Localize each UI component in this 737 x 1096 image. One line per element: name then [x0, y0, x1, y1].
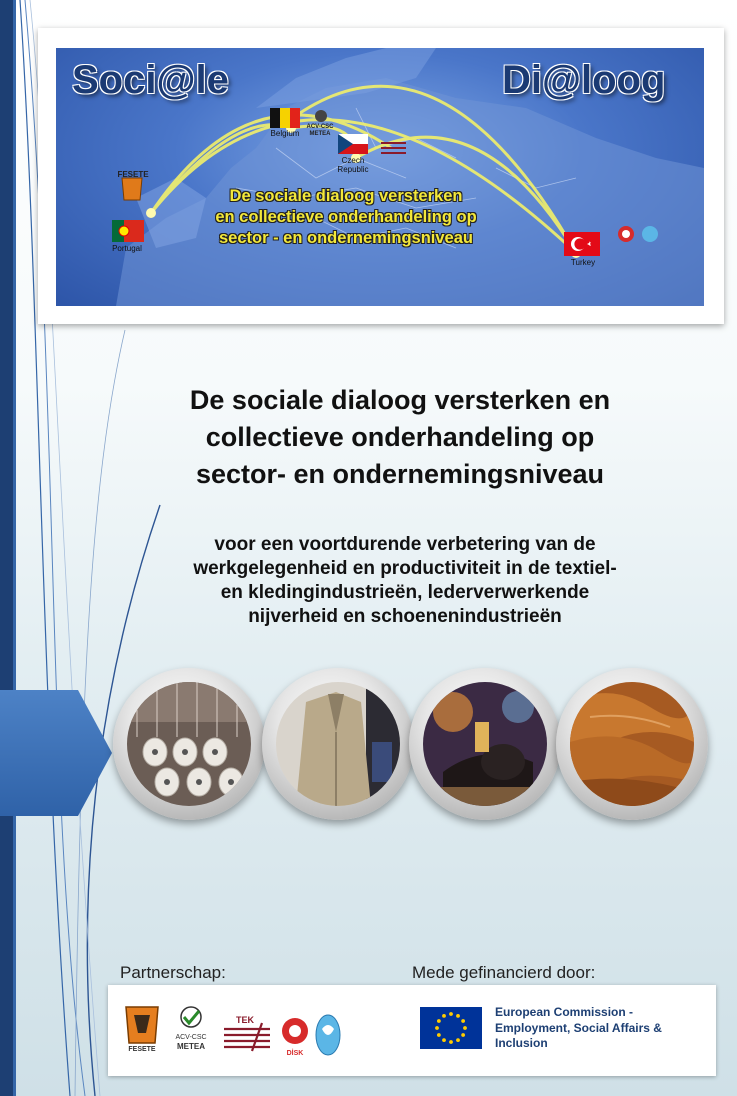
- eu-star-icon: [437, 1033, 441, 1037]
- subtitle-line-3: en kledingindustrieën, lederverwerkende: [220, 582, 590, 603]
- banner-slogan-line-1: De sociale dialoog versterken: [229, 187, 463, 205]
- eu-commission-text: [495, 1005, 695, 1052]
- brand-title-left: Soci@le: [72, 58, 229, 102]
- eu-flag-icon: [420, 1007, 482, 1049]
- header-banner-frame: [38, 28, 724, 324]
- eu-star-icon: [435, 1026, 439, 1030]
- eu-text-line-3: Inclusion: [495, 1036, 548, 1050]
- arrow-tab-shape: [0, 690, 112, 816]
- subtitle-line-2: werkgelegenheid en productiviteit in de textiel-: [193, 558, 617, 579]
- eu-star-icon: [437, 1019, 441, 1023]
- subtitle: [150, 533, 660, 629]
- metea-logo-caption-top: ACV-CSC: [175, 1034, 207, 1041]
- eu-star-icon: [442, 1014, 446, 1018]
- eu-star-icon: [463, 1026, 467, 1030]
- fesete-logo-caption: FESETE: [128, 1046, 156, 1053]
- country-label-portugal: Portugal: [112, 244, 142, 253]
- metea-logo-caption-bottom: METEA: [177, 1042, 205, 1051]
- metea-logo-icon: [174, 1005, 208, 1053]
- main-title-line-2: collectieve onderhandeling op: [205, 422, 595, 452]
- partner-logo-box: [108, 985, 716, 1076]
- country-label-turkey: Turkey: [570, 258, 596, 267]
- fesete-logo-icon: [122, 1003, 162, 1053]
- eu-star-icon: [456, 1014, 460, 1018]
- banner-metea-caption: ACV-CSC METEA: [306, 124, 334, 137]
- main-title-line-3: sector- en ondernemingsniveau: [195, 459, 605, 489]
- union-logo-icon: [314, 1011, 342, 1059]
- country-label-czech: Czech Republic: [337, 156, 369, 174]
- eu-star-icon: [449, 1040, 453, 1044]
- eu-star-icon: [461, 1019, 465, 1023]
- eu-star-icon: [449, 1012, 453, 1016]
- subtitle-line-4: nijverheid en schoenenindustrieën: [248, 606, 562, 627]
- left-decorative-band: [0, 0, 13, 1096]
- main-title-line-1: De sociale dialoog versterken en: [189, 385, 611, 415]
- eu-text-line-1: European Commission -: [495, 1005, 634, 1019]
- partnership-label: Partnerschap:: [120, 963, 226, 982]
- disk-logo-icon: [280, 1009, 310, 1057]
- cofinanced-label: Mede gefinancierd door:: [412, 963, 596, 982]
- eu-star-icon: [461, 1033, 465, 1037]
- tek-logo-caption: TEK: [236, 1015, 254, 1025]
- leather-hides-photo: [556, 668, 708, 820]
- tek-logo-icon: [222, 1013, 272, 1053]
- disk-logo-caption: DİSK: [286, 1050, 304, 1057]
- eu-text-line-2: Employment, Social Affairs &: [495, 1020, 662, 1035]
- header-banner: [56, 48, 704, 306]
- eu-star-icon: [442, 1038, 446, 1042]
- banner-slogan-line-3: sector - en ondernemingsniveau: [219, 229, 473, 247]
- country-label-belgium: Belgium: [270, 129, 300, 138]
- textile-spools-photo: [113, 668, 265, 820]
- brand-title-right: Di@loog: [502, 58, 666, 102]
- main-title: [130, 382, 670, 493]
- banner-slogan-line-2: en collectieve onderhandeling op: [215, 208, 477, 226]
- shoe-making-photo: [409, 668, 561, 820]
- subtitle-line-1: voor een voortdurende verbetering van de: [214, 534, 596, 555]
- banner-fesete-caption: FESETE: [117, 170, 149, 179]
- eu-star-icon: [456, 1038, 460, 1042]
- clothing-jacket-photo: [262, 668, 414, 820]
- banner-slogan: [156, 186, 536, 249]
- left-decorative-stripe: [13, 0, 16, 1096]
